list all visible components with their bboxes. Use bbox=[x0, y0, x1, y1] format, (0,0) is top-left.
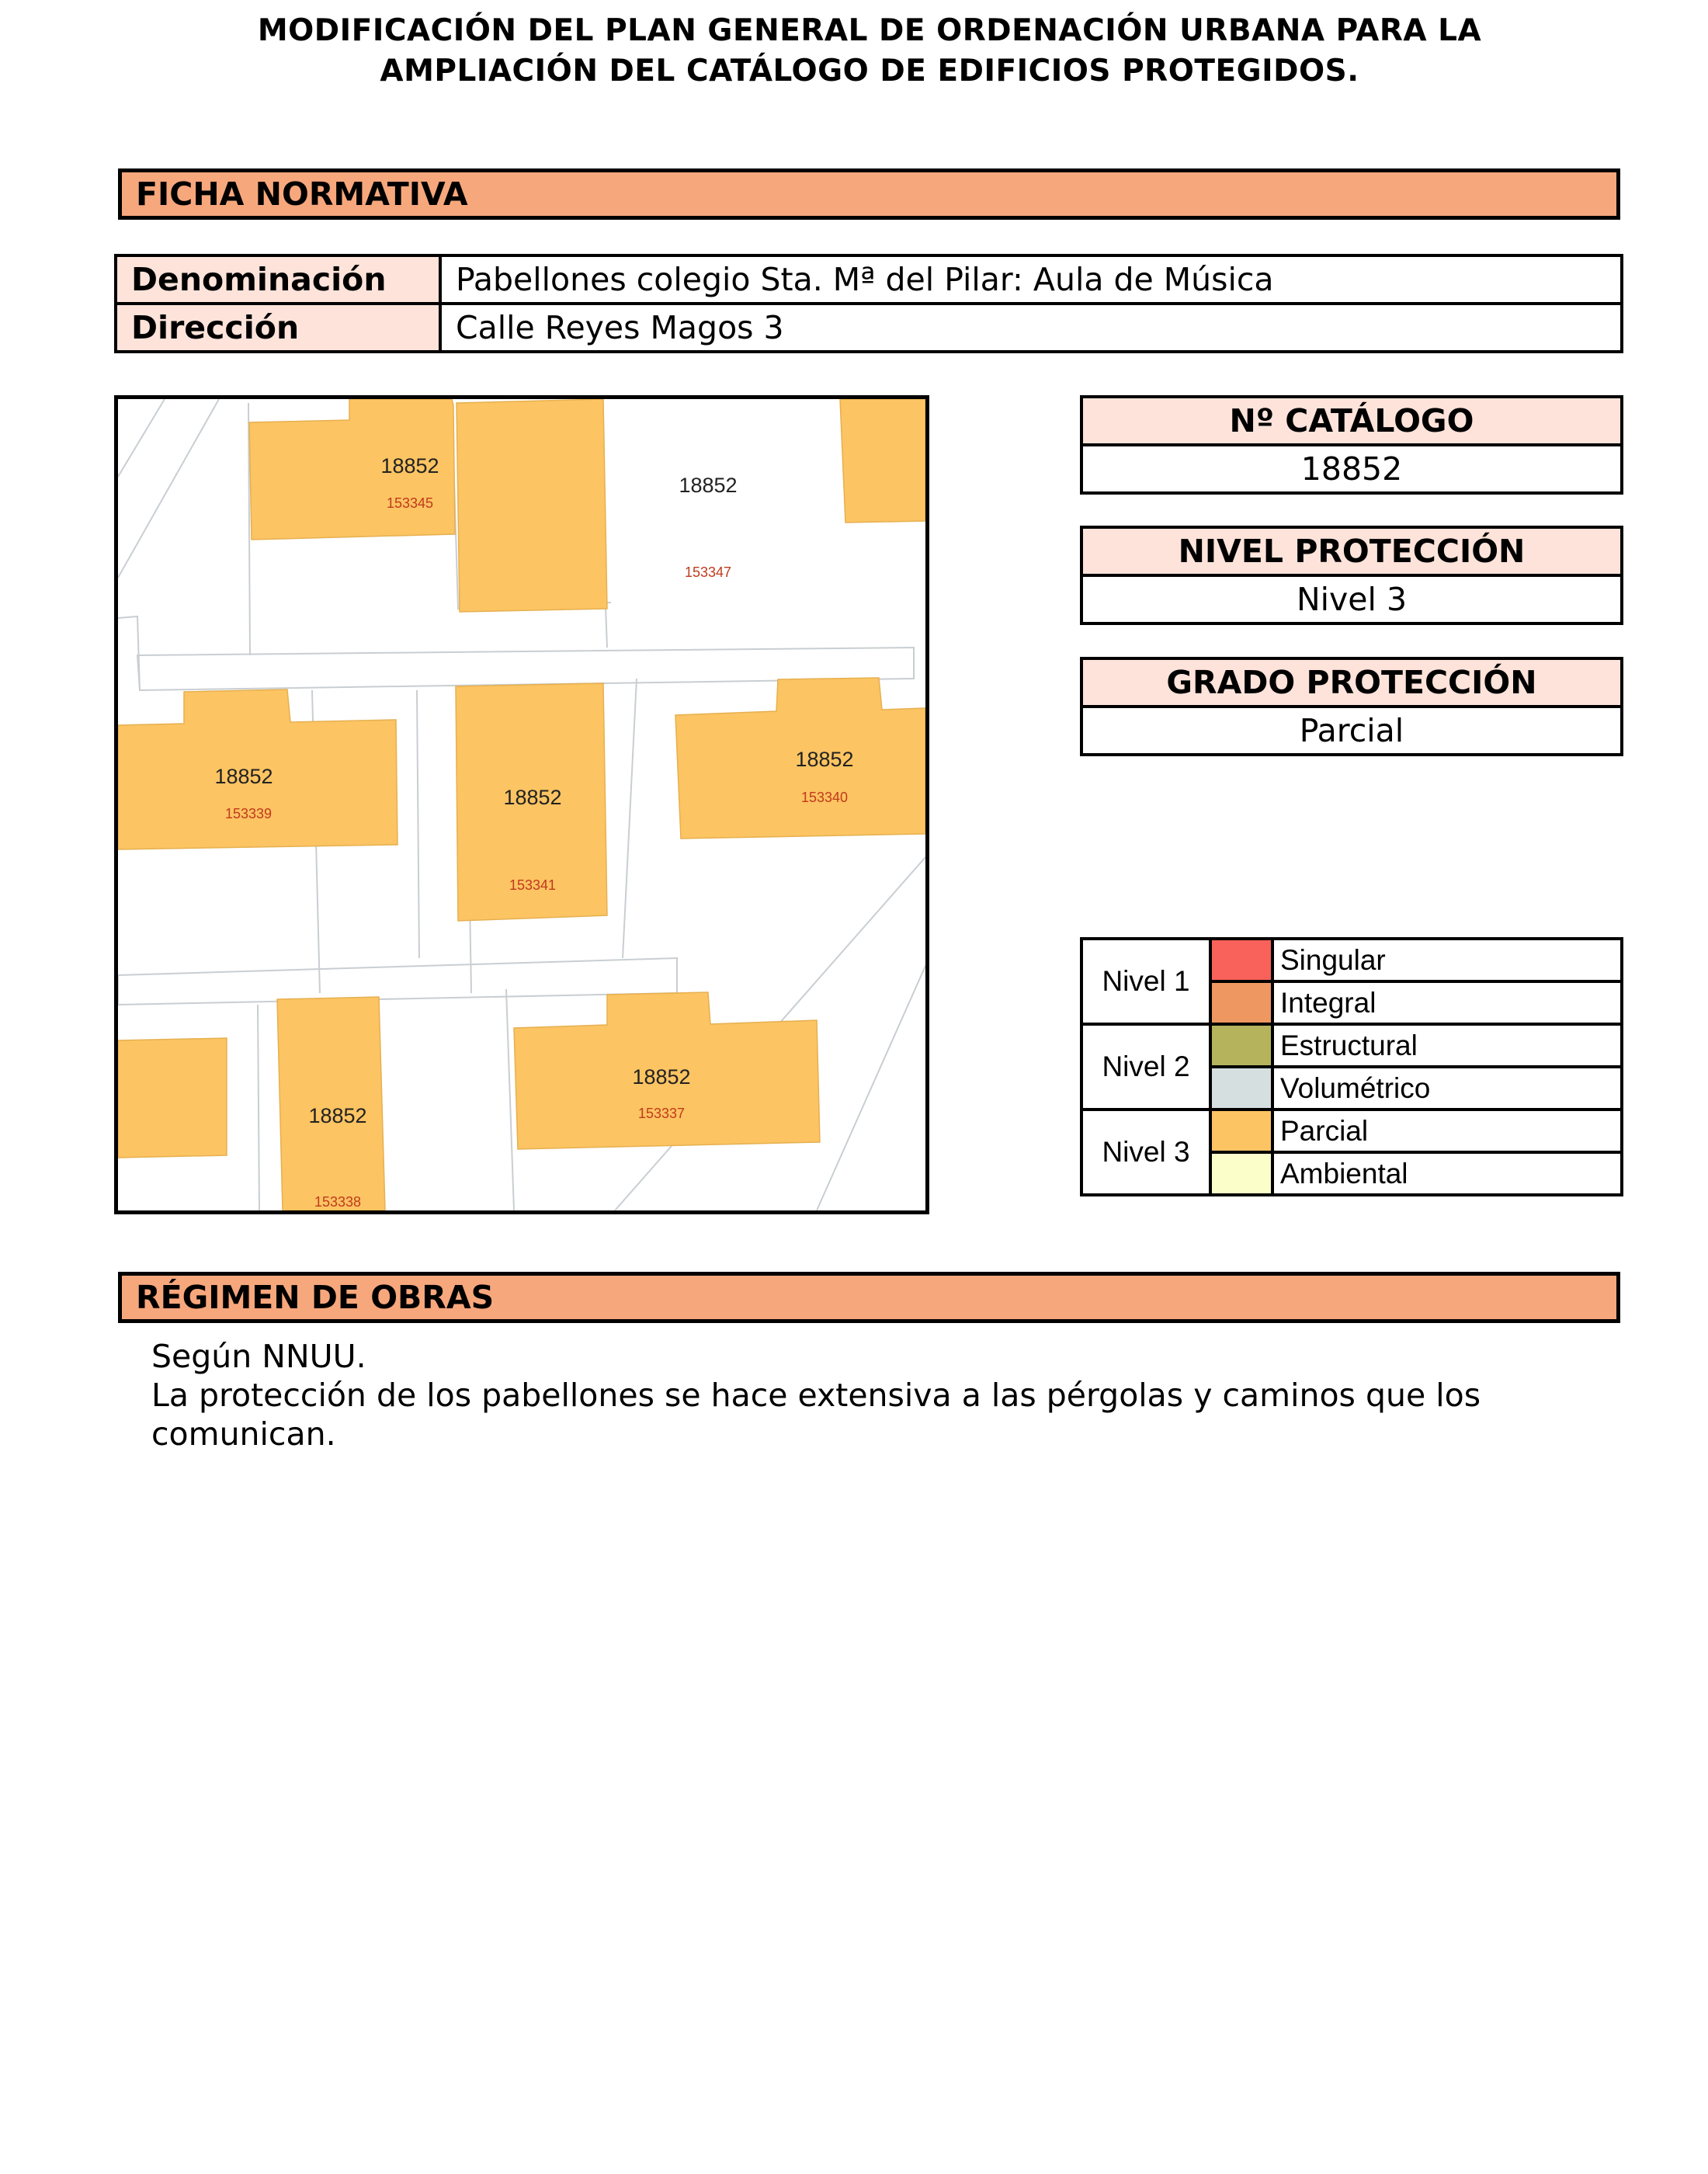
direccion-row bbox=[116, 304, 1622, 352]
legend-grade-volumetrico: Volumétrico bbox=[1272, 1067, 1622, 1110]
regimen-obras-text bbox=[151, 1337, 1626, 1453]
identification-table bbox=[114, 254, 1623, 353]
protection-legend bbox=[1080, 937, 1623, 1196]
legend-grade-estructural: Estructural bbox=[1272, 1024, 1622, 1067]
protection-level-label: NIVEL PROTECCIÓN bbox=[1083, 529, 1620, 577]
ficha-normativa-header: FICHA NORMATIVA bbox=[118, 168, 1620, 220]
legend-swatch-parcial bbox=[1210, 1110, 1272, 1152]
parcel-label-catalog: 18852 bbox=[632, 1065, 691, 1089]
legend-swatch-volumetrico bbox=[1210, 1067, 1272, 1110]
regimen-obras-header: RÉGIMEN DE OBRAS bbox=[118, 1272, 1620, 1323]
legend-nivel-3: Nivel 3 bbox=[1081, 1110, 1210, 1195]
document-title bbox=[155, 11, 1584, 92]
protection-grade-box bbox=[1080, 657, 1623, 756]
parcel-label-id: 153340 bbox=[800, 790, 849, 805]
title-line-2: AMPLIACIÓN DEL CATÁLOGO DE EDIFICIOS PROTEGIDOS. bbox=[380, 54, 1359, 89]
parcel-label-id: 153341 bbox=[509, 877, 557, 893]
parcel-label-catalog: 18852 bbox=[503, 786, 562, 809]
catalog-number-label: Nº CATÁLOGO bbox=[1083, 398, 1620, 446]
legend-grade-ambiental: Ambiental bbox=[1272, 1152, 1622, 1195]
parcel-label-catalog: 18852 bbox=[380, 454, 439, 478]
building-153347 bbox=[457, 399, 607, 612]
legend-swatch-estructural bbox=[1210, 1024, 1272, 1067]
parcel-label-id: 153338 bbox=[314, 1194, 362, 1210]
denominacion-label: Denominación bbox=[116, 255, 440, 304]
parcel-label-catalog: 18852 bbox=[795, 748, 854, 771]
building-153x2 bbox=[118, 1038, 227, 1158]
title-line-1: MODIFICACIÓN DEL PLAN GENERAL DE ORDENACIÓN URBANA PARA LA bbox=[257, 13, 1482, 48]
protection-grade-label: GRADO PROTECCIÓN bbox=[1083, 660, 1620, 708]
legend-nivel-2: Nivel 2 bbox=[1081, 1024, 1210, 1110]
parcel-label-catalog: 18852 bbox=[308, 1104, 367, 1127]
parcel-label-catalog: 18852 bbox=[679, 474, 738, 497]
protection-level-box bbox=[1080, 526, 1623, 625]
parcel-label-catalog: 18852 bbox=[214, 765, 273, 788]
direccion-label: Dirección bbox=[116, 304, 440, 352]
building-153x bbox=[840, 399, 925, 523]
legend-swatch-ambiental bbox=[1210, 1152, 1272, 1195]
parcel-label-id: 153337 bbox=[637, 1106, 686, 1121]
parcel-label-id: 153345 bbox=[386, 495, 434, 511]
regimen-line-2: La protección de los pabellones se hace extensiva a las pérgolas y caminos que los comunican. bbox=[151, 1377, 1481, 1453]
denominacion-value: Pabellones colegio Sta. Mª del Pilar: Aula de Música bbox=[440, 255, 1622, 304]
legend-grade-parcial: Parcial bbox=[1272, 1110, 1622, 1152]
location-map bbox=[114, 395, 929, 1214]
parcel-label-id: 153347 bbox=[684, 564, 732, 580]
catalog-number-box bbox=[1080, 395, 1623, 495]
regimen-line-1: Según NNUU. bbox=[151, 1338, 366, 1375]
protection-level-value: Nivel 3 bbox=[1296, 581, 1408, 618]
legend-nivel-1: Nivel 1 bbox=[1081, 939, 1210, 1024]
protection-grade-value: Parcial bbox=[1299, 712, 1404, 749]
direccion-value: Calle Reyes Magos 3 bbox=[440, 304, 1622, 352]
legend-swatch-integral bbox=[1210, 981, 1272, 1024]
parcel-label-id: 153339 bbox=[224, 806, 273, 821]
catalog-number-value: 18852 bbox=[1300, 450, 1403, 488]
denominacion-row bbox=[116, 255, 1622, 304]
legend-grade-integral: Integral bbox=[1272, 981, 1622, 1024]
map-drawing bbox=[118, 399, 925, 1210]
legend-swatch-singular bbox=[1210, 939, 1272, 981]
legend-grade-singular: Singular bbox=[1272, 939, 1622, 981]
